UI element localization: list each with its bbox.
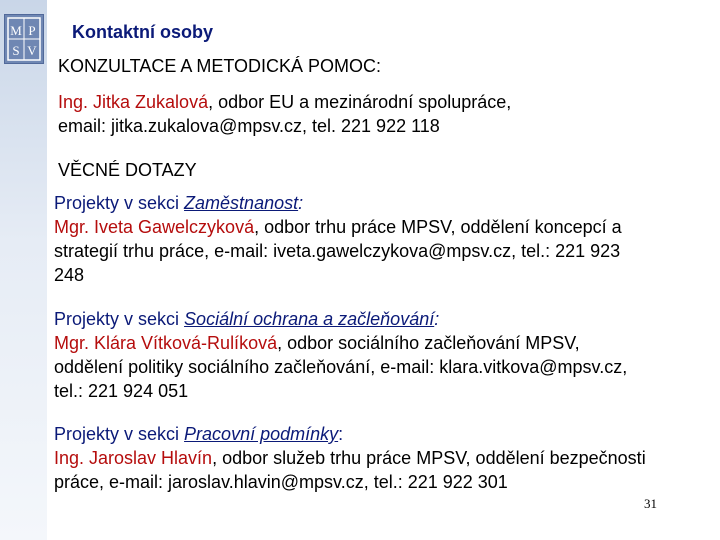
zamestnanost-prefix: Projekty v sekci xyxy=(54,193,185,213)
socialni-dept: , odbor sociálního začleňování MPSV, xyxy=(277,333,580,353)
pracovni-contact-line2: práce, e-mail: jaroslav.hlavin@mpsv.cz, tel.: 221 922 301 xyxy=(54,472,508,492)
left-sidebar-band xyxy=(0,0,47,540)
socialni-suffix: : xyxy=(434,309,440,329)
svg-text:S: S xyxy=(12,43,20,58)
pracovni-suffix: : xyxy=(338,424,344,444)
pracovni-prefix: Projekty v sekci xyxy=(54,424,185,444)
socialni-contact-line3: tel.: 221 924 051 xyxy=(54,381,189,401)
vecne-dotazy-heading: VĚCNÉ DOTAZY xyxy=(58,160,197,180)
pracovni-person: Ing. Jaroslav Hlavín xyxy=(54,448,213,468)
page-number: 31 xyxy=(644,496,657,511)
zamestnanost-link[interactable]: Zaměstnanost xyxy=(184,193,299,213)
konzultace-person: Ing. Jitka Zukalová xyxy=(58,92,209,112)
svg-text:M: M xyxy=(10,23,22,38)
zamestnanost-suffix: : xyxy=(298,193,304,213)
zamestnanost-contact-line3: 248 xyxy=(54,265,85,285)
socialni-link[interactable]: Sociální ochrana a začleňování xyxy=(184,309,435,329)
socialni-contact-line1 xyxy=(54,332,580,354)
socialni-title-line xyxy=(54,308,439,330)
zamestnanost-contact-line2: strategií trhu práce, e-mail: iveta.gawelczykova@mpsv.cz, tel.: 221 923 xyxy=(54,241,621,261)
slide-title: Kontaktní osoby xyxy=(72,22,214,42)
svg-text:V: V xyxy=(27,43,37,58)
konzultace-contact-line2: email: jitka.zukalova@mpsv.cz, tel. 221 922 118 xyxy=(58,116,440,136)
pracovni-title-line xyxy=(54,423,343,445)
socialni-prefix: Projekty v sekci xyxy=(54,309,185,329)
pracovni-link[interactable]: Pracovní podmínky xyxy=(184,424,339,444)
pracovni-contact-line1 xyxy=(54,447,646,469)
konzultace-dept: , odbor EU a mezinárodní spolupráce, xyxy=(208,92,512,112)
socialni-person: Mgr. Klára Vítková-Rulíková xyxy=(54,333,278,353)
pracovni-dept: , odbor služeb trhu práce MPSV, oddělení bezpečnosti xyxy=(212,448,646,468)
zamestnanost-title-line xyxy=(54,192,303,214)
konzultace-contact-line1 xyxy=(58,91,511,113)
mpsv-logo xyxy=(4,14,44,64)
zamestnanost-person: Mgr. Iveta Gawelczyková xyxy=(54,217,255,237)
konzultace-heading: KONZULTACE A METODICKÁ POMOC: xyxy=(58,56,382,76)
zamestnanost-dept: , odbor trhu práce MPSV, oddělení koncepcí a xyxy=(254,217,622,237)
svg-text:P: P xyxy=(28,23,36,38)
socialni-contact-line2: oddělení politiky sociálního začleňování, e-mail: klara.vitkova@mpsv.cz, xyxy=(54,357,628,377)
zamestnanost-contact-line1 xyxy=(54,216,622,238)
